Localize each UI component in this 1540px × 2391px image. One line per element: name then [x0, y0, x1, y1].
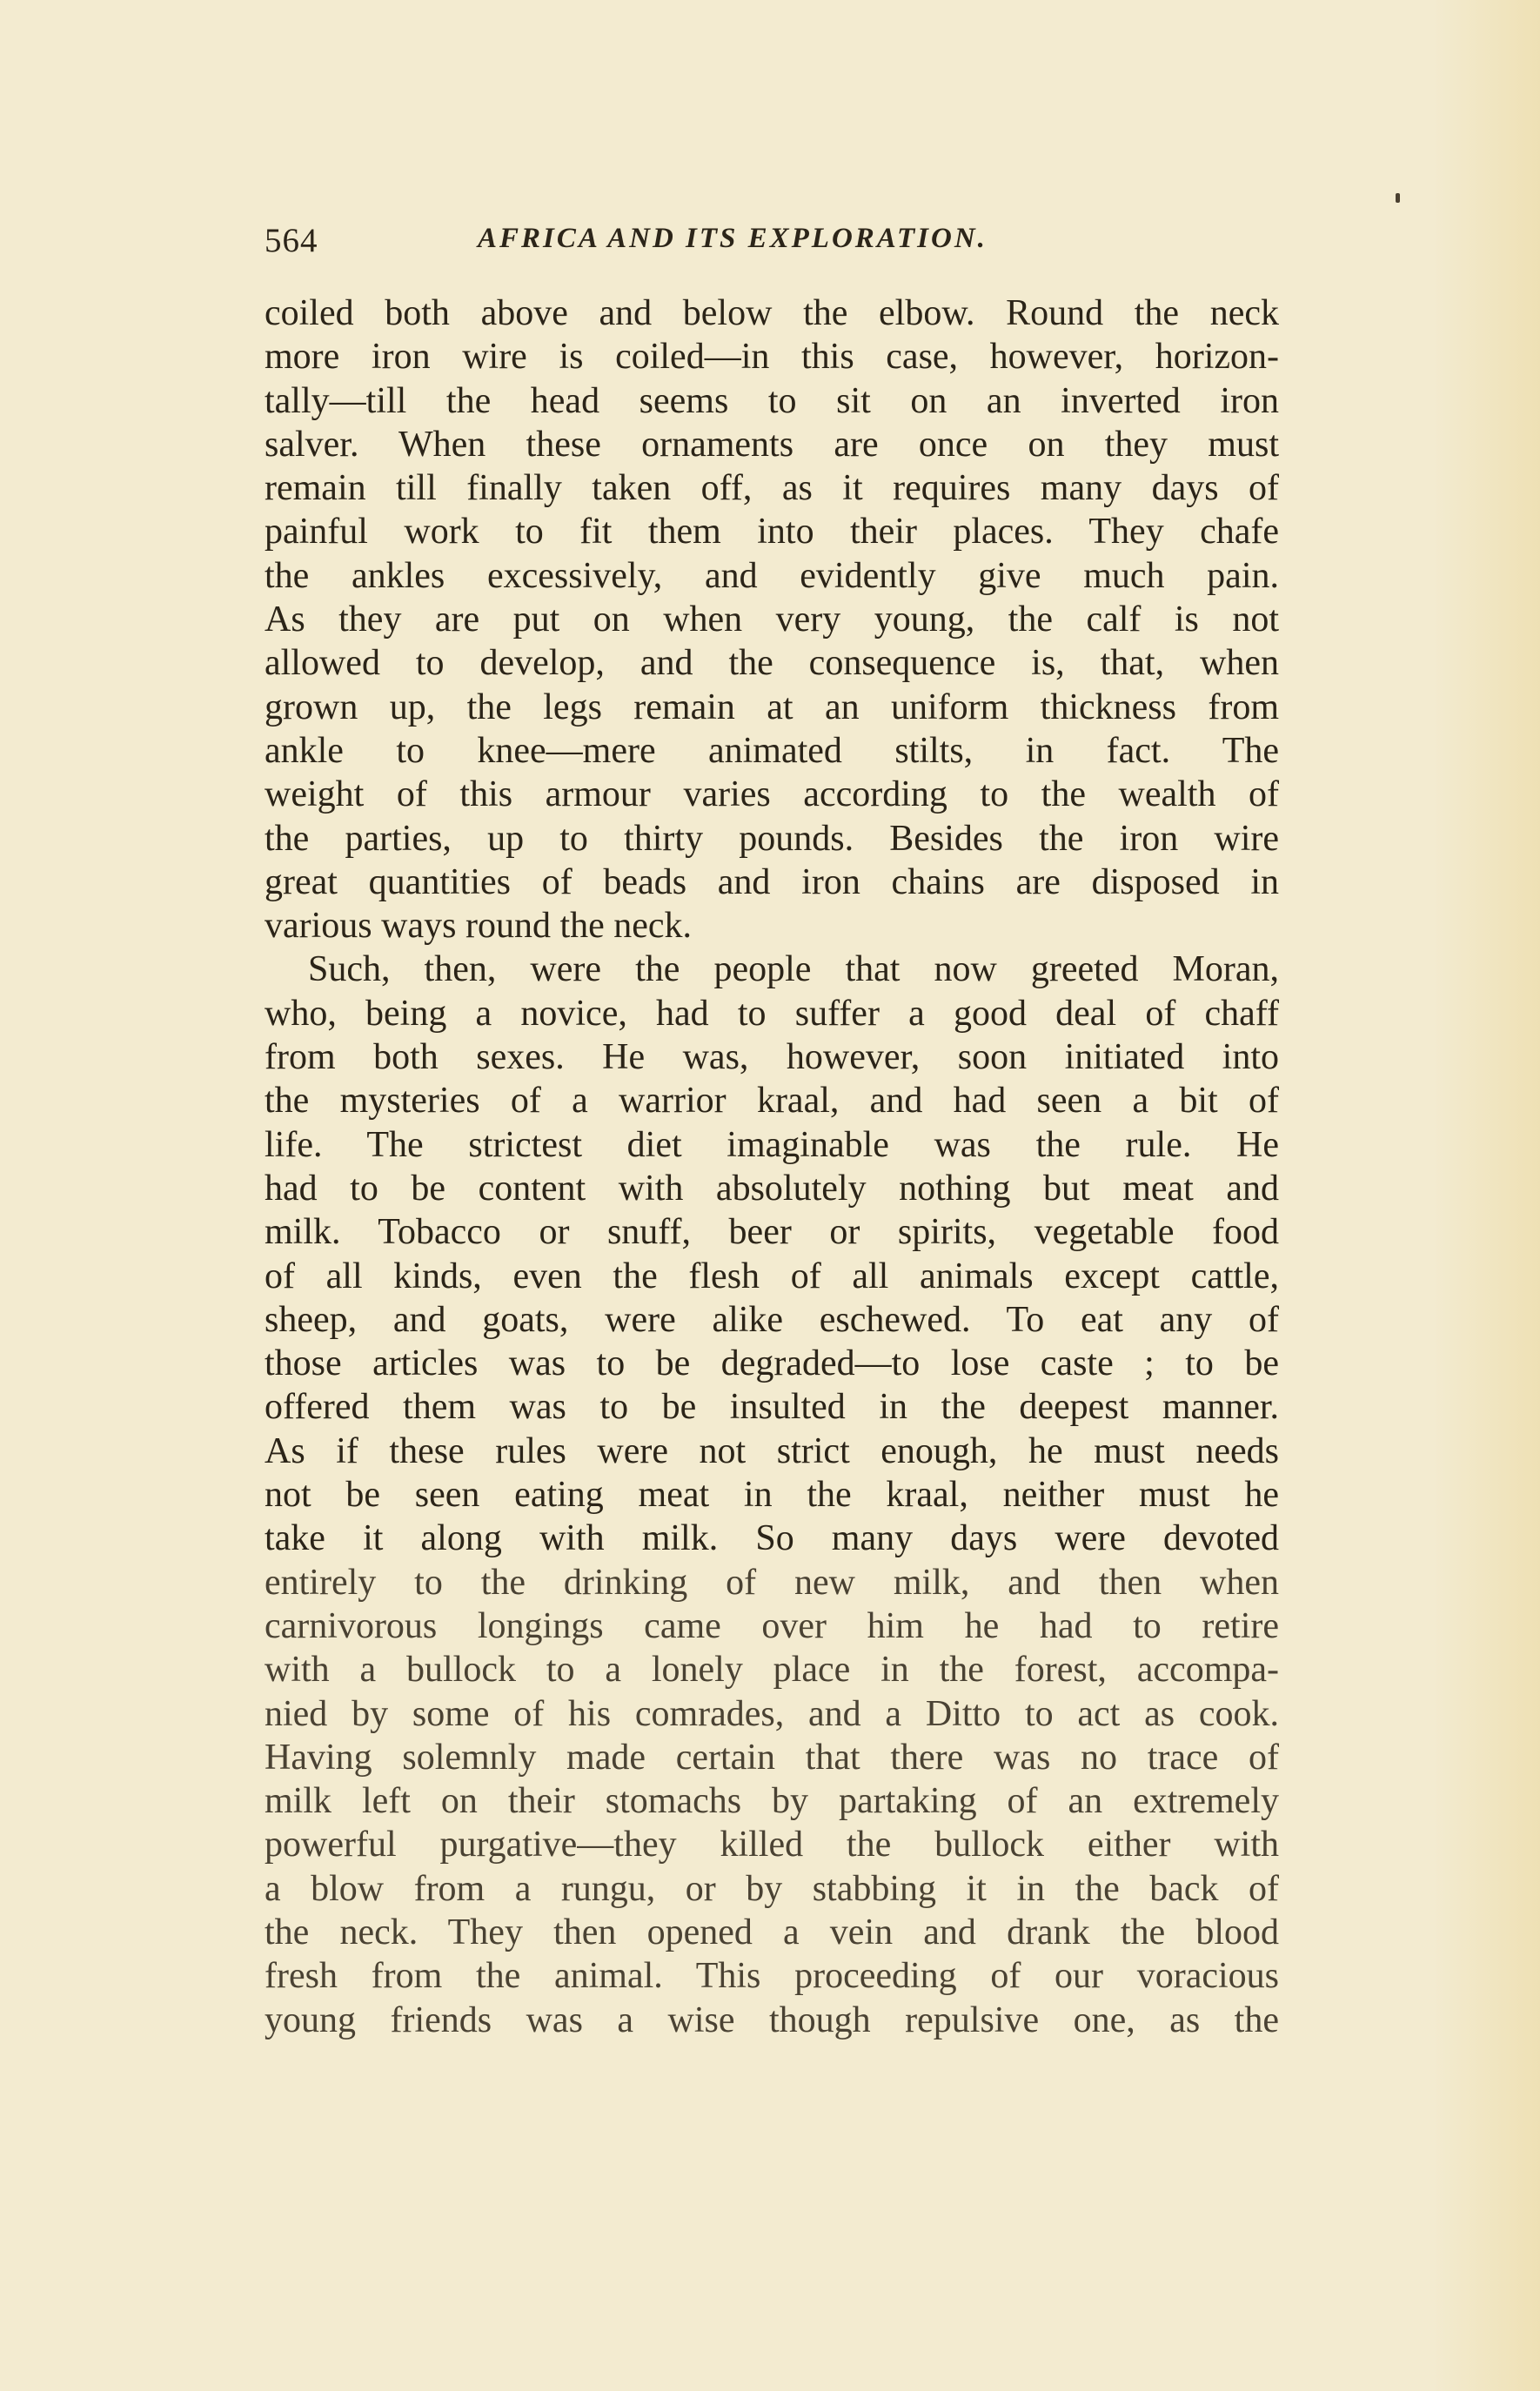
paragraph-end-line: various ways round the neck. — [264, 906, 693, 947]
text-line: the neck. They then opened a vein and drank the blood — [264, 1912, 1279, 1952]
text-line: As if these rules were not strict enough, he must needs — [264, 1430, 1279, 1471]
text-line: ankle to knee—mere animated stilts, in fact. The — [264, 730, 1279, 771]
text-line: sheep, and goats, were alike eschewed. To eat any of — [264, 1299, 1279, 1340]
text-line: life. The strictest diet imaginable was the rule. He — [264, 1124, 1279, 1165]
text-line: painful work to fit them into their places. They chafe — [264, 512, 1279, 553]
text-line: the mysteries of a warrior kraal, and had seen a bit of — [264, 1081, 1279, 1122]
text-line: nied by some of his comrades, and a Ditto to act as cook. — [264, 1693, 1279, 1734]
text-line: offered them was to be insulted in the deepest manner. — [264, 1387, 1279, 1428]
text-line: more iron wire is coiled—in this case, however, horizon- — [264, 337, 1279, 378]
text-line: of all kinds, even the flesh of all animals except cattle, — [264, 1256, 1279, 1296]
text-line: remain till finally taken off, as it requires many days of — [264, 468, 1279, 509]
text-line: the ankles excessively, and evidently give much pain. — [264, 555, 1279, 596]
text-line: from both sexes. He was, however, soon initiated into — [264, 1037, 1279, 1078]
text-line: grown up, the legs remain at an uniform thickness from — [264, 686, 1279, 727]
text-line: take it along with milk. So many days were devoted — [264, 1518, 1279, 1559]
running-title: AFRICA AND ITS EXPLORATION. — [478, 223, 988, 254]
text-line: the parties, up to thirty pounds. Besides the iron wire — [264, 818, 1279, 859]
page-header — [264, 221, 1282, 273]
text-line: weight of this armour varies according to the wealth of — [264, 774, 1279, 815]
text-line: had to be content with absolutely nothing but meat and — [264, 1168, 1279, 1209]
text-line: As they are put on when very young, the calf is not — [264, 599, 1279, 640]
text-line: with a bullock to a lonely place in the forest, accompa- — [264, 1650, 1279, 1691]
text-line: coiled both above and below the elbow. Round the neck — [264, 293, 1279, 333]
text-line: powerful purgative—they killed the bullock either with — [264, 1825, 1279, 1865]
text-line: fresh from the animal. This proceeding of our voracious — [264, 1956, 1279, 1997]
text-line: who, being a novice, had to suffer a good deal of chaff — [264, 993, 1279, 1034]
text-line: milk. Tobacco or snuff, beer or spirits, vegetable food — [264, 1212, 1279, 1253]
text-line: salver. When these ornaments are once on they must — [264, 424, 1279, 465]
ink-mark — [1396, 193, 1400, 203]
text-line: Having solemnly made certain that there was no trace of — [264, 1737, 1279, 1778]
text-line: young friends was a wise though repulsive one, as the — [264, 1999, 1279, 2040]
text-line: allowed to develop, and the consequence is, that, when — [264, 643, 1279, 684]
text-line: milk left on their stomachs by partaking of an extremely — [264, 1781, 1279, 1822]
text-line: those articles was to be degraded—to lose caste ; to be — [264, 1343, 1279, 1384]
text-line: entirely to the drinking of new milk, and then when — [264, 1562, 1279, 1603]
text-line: great quantities of beads and iron chains are disposed in — [264, 861, 1279, 902]
text-line: carnivorous longings came over him he had to retire — [264, 1605, 1279, 1646]
paragraph-start-line: Such, then, were the people that now greeted Moran, — [308, 949, 1279, 990]
page-number: 564 — [264, 222, 318, 259]
text-line: not be seen eating meat in the kraal, neither must he — [264, 1475, 1279, 1516]
text-line: tally—till the head seems to sit on an inverted iron — [264, 380, 1279, 421]
text-line: a blow from a rungu, or by stabbing it in the back of — [264, 1868, 1279, 1909]
body-text — [264, 291, 1279, 2042]
